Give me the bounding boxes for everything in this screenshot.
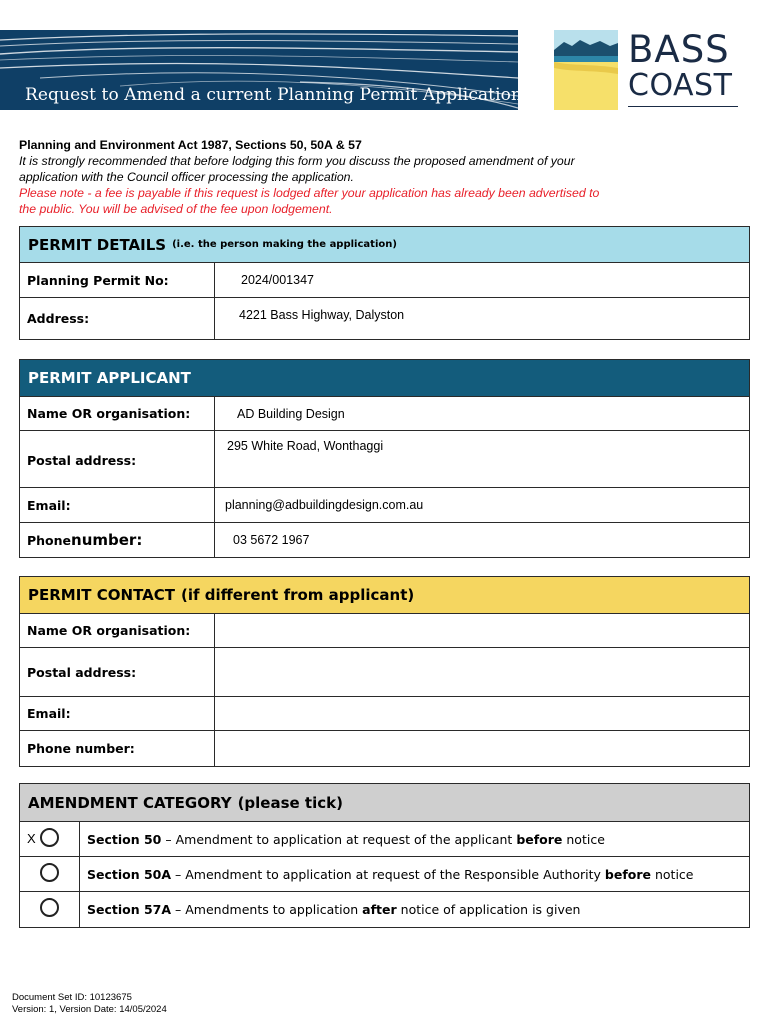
intro-text xyxy=(19,137,719,217)
radio-circle-icon xyxy=(40,828,59,847)
permit-details-title: PERMIT DETAILS xyxy=(28,235,167,254)
permit-contact-section xyxy=(19,576,750,767)
section-50a-description xyxy=(80,857,749,891)
section-50-emphasis: before xyxy=(516,831,563,847)
logo-text-coast: COAST xyxy=(628,68,733,103)
permit-contact-subtitle: (if different from applicant) xyxy=(180,586,415,604)
section-50a-label: Section 50A xyxy=(87,866,172,882)
section-50-text-b: notice xyxy=(562,831,605,847)
logo-text-bass: BASS xyxy=(628,28,730,71)
logo-landscape-icon xyxy=(554,30,618,110)
permit-number-field[interactable]: 2024/001347 xyxy=(241,273,314,287)
section-57a-label: Section 57A xyxy=(87,902,172,917)
applicant-postal-row xyxy=(20,431,749,488)
contact-phone-label: Phone number: xyxy=(20,731,215,766)
contact-email-row xyxy=(20,697,749,731)
contact-postal-field[interactable] xyxy=(215,648,749,696)
applicant-email-row xyxy=(20,488,749,523)
amendment-category-subtitle: (please tick) xyxy=(237,793,343,812)
section-50-label: Section 50 xyxy=(87,831,162,847)
applicant-phone-label xyxy=(20,523,215,557)
contact-email-field[interactable] xyxy=(215,697,749,730)
permit-details-section xyxy=(19,226,750,340)
section-50a-radio[interactable] xyxy=(20,857,80,891)
form-title: Request to Amend a current Planning Permit Application xyxy=(25,85,523,105)
section-57a-text-b: notice of application is given xyxy=(396,902,581,917)
section-50-description xyxy=(80,822,749,856)
section-57a-emphasis: after xyxy=(362,902,397,917)
contact-name-label: Name OR organisation: xyxy=(20,614,215,647)
permit-applicant-heading xyxy=(20,360,749,397)
address-row xyxy=(20,298,749,339)
permit-number-label: Planning Permit No: xyxy=(20,263,215,297)
section-50a-emphasis: before xyxy=(604,866,651,882)
contact-postal-row xyxy=(20,648,749,697)
permit-applicant-title: PERMIT APPLICANT xyxy=(28,369,191,387)
permit-number-row xyxy=(20,263,749,298)
address-label: Address: xyxy=(20,298,215,339)
radio-circle-icon xyxy=(40,863,59,882)
section-50-text-a: – Amendment to application at request of the applicant xyxy=(161,831,517,847)
section-50-radio[interactable] xyxy=(20,822,80,856)
logo-underline xyxy=(628,106,738,107)
contact-email-label: Email: xyxy=(20,697,215,730)
document-footer xyxy=(12,992,167,1016)
applicant-phone-row xyxy=(20,523,749,557)
permit-contact-title: PERMIT CONTACT xyxy=(28,586,175,604)
fee-note-line-2: the public. You will be advised of the fee upon lodgement. xyxy=(19,202,333,216)
bass-coast-logo xyxy=(554,30,738,110)
amendment-option-section-50a xyxy=(20,857,749,892)
amendment-option-section-50 xyxy=(20,822,749,857)
permit-applicant-section xyxy=(19,359,750,558)
fee-note-line-1: Please note - a fee is payable if this request is lodged after your application has already been advertised to xyxy=(19,186,600,200)
contact-phone-row xyxy=(20,731,749,766)
section-50a-text-b: notice xyxy=(651,866,694,882)
section-50-tick-mark: X xyxy=(27,831,36,846)
permit-details-subtitle: (i.e. the person making the application) xyxy=(172,239,397,250)
amendment-category-section xyxy=(19,783,750,928)
amendment-category-heading xyxy=(20,784,749,822)
section-50a-text-a: – Amendment to application at request of the Responsible Authority xyxy=(171,866,605,882)
applicant-phone-label-b: number: xyxy=(71,531,143,549)
legislation-reference: Planning and Environment Act 1987, Sections 50, 50A & 57 xyxy=(19,138,362,152)
contact-phone-field[interactable] xyxy=(215,731,749,766)
contact-name-field[interactable] xyxy=(215,614,749,647)
contact-postal-label: Postal address: xyxy=(20,648,215,696)
section-57a-text-a: – Amendments to application xyxy=(171,902,363,917)
permit-contact-heading xyxy=(20,577,749,614)
contact-name-row xyxy=(20,614,749,648)
address-field[interactable]: 4221 Bass Highway, Dalyston xyxy=(239,308,405,322)
amendment-category-title: AMENDMENT CATEGORY xyxy=(28,793,232,812)
radio-circle-icon xyxy=(40,898,59,917)
applicant-postal-field[interactable]: 295 White Road, Wonthaggi xyxy=(227,439,384,453)
applicant-name-label: Name OR organisation: xyxy=(20,397,215,430)
applicant-phone-label-a: Phone xyxy=(27,532,72,548)
section-57a-radio[interactable] xyxy=(20,892,80,927)
amendment-option-section-57a xyxy=(20,892,749,927)
applicant-phone-field[interactable]: 03 5672 1967 xyxy=(233,533,310,547)
section-57a-description xyxy=(80,892,749,927)
applicant-name-field[interactable]: AD Building Design xyxy=(237,406,345,421)
permit-details-heading xyxy=(20,227,749,263)
document-version: Version: 1, Version Date: 14/05/2024 xyxy=(12,1004,167,1015)
applicant-email-field[interactable]: planning@adbuildingdesign.com.au xyxy=(225,498,424,512)
applicant-email-label: Email: xyxy=(20,488,215,522)
applicant-postal-label: Postal address: xyxy=(20,431,215,487)
recommendation-line-2: application with the Council officer processing the application. xyxy=(19,170,354,184)
document-set-id: Document Set ID: 10123675 xyxy=(12,992,132,1003)
recommendation-line-1: It is strongly recommended that before lodging this form you discuss the proposed amendment of your xyxy=(19,154,575,168)
applicant-name-row xyxy=(20,397,749,431)
